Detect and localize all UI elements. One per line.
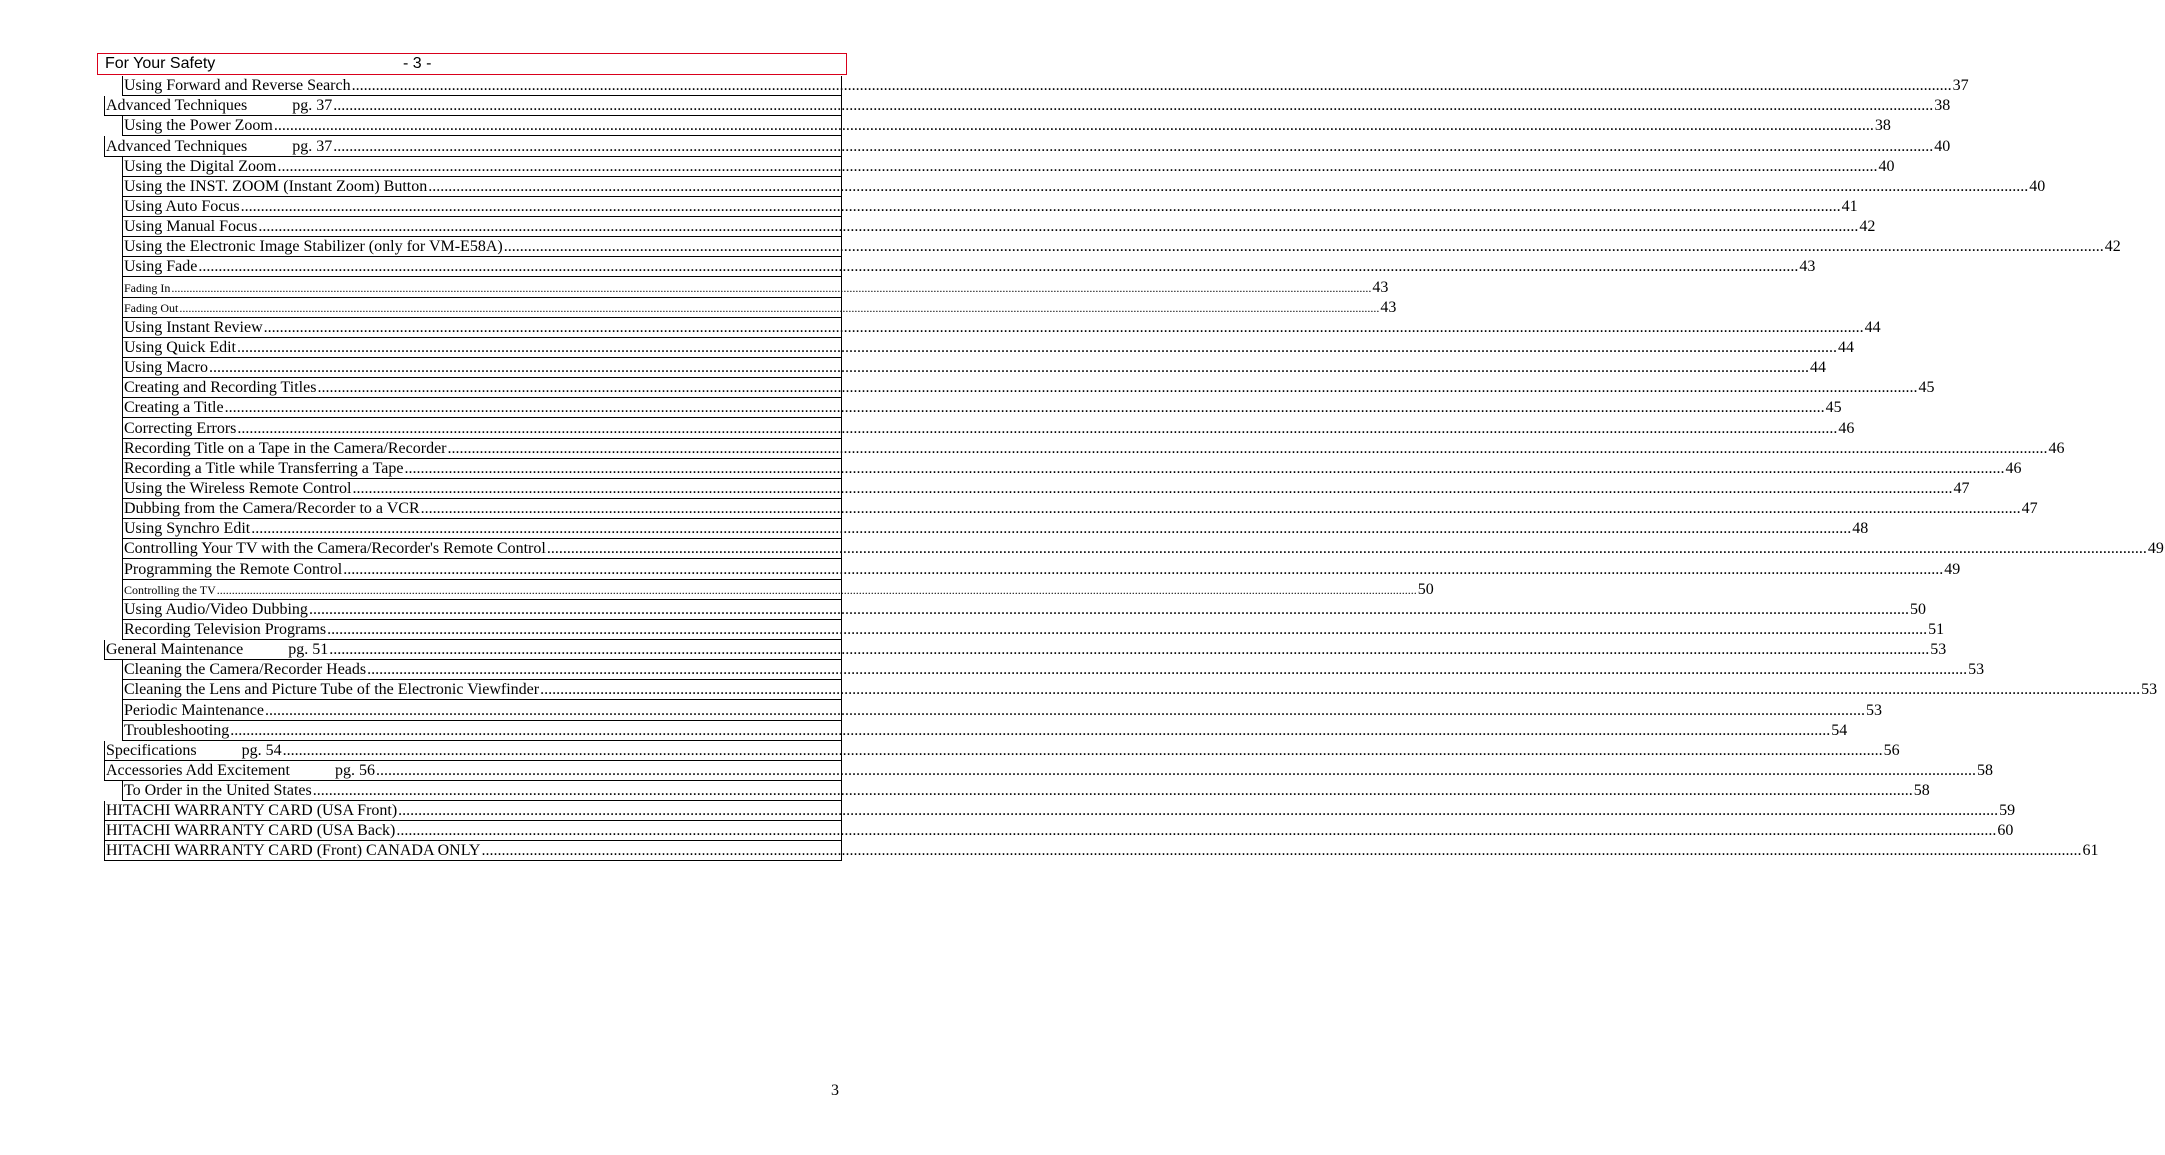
- toc-entry-section-ref: pg. 37: [292, 137, 333, 155]
- toc-dot-leader: ................................................................................................................................................................................................................................................................................................................................................................................................................: [277, 157, 1878, 175]
- toc-entry[interactable]: [122, 721, 1848, 741]
- toc-entry-title: Fading In: [124, 280, 171, 295]
- toc-entry-title: General Maintenance: [106, 641, 244, 659]
- toc-entry-title: Recording Television Programs: [124, 620, 327, 638]
- toc-entry[interactable]: [122, 479, 1970, 499]
- toc-entry[interactable]: [104, 821, 2014, 841]
- toc-entry[interactable]: [122, 237, 2121, 257]
- toc-entry-title: To Order in the United States: [124, 782, 312, 800]
- toc-entry[interactable]: [122, 680, 2158, 700]
- toc-entry-page: 60: [1997, 822, 2014, 840]
- toc-entry-title: Using Auto Focus: [124, 197, 240, 215]
- toc-entry-page: 45: [1918, 379, 1935, 397]
- toc-entry-title: HITACHI WARRANTY CARD (USA Front): [106, 802, 398, 820]
- toc-dot-leader: ................................................................................................................................................................................................................................................................................................................................................................................................................: [273, 117, 1874, 135]
- toc-entry-title: Advanced Techniques: [106, 137, 248, 155]
- toc-dot-leader: ................................................................................................................................................................................................................................................................................................................................................................................................................: [351, 77, 1952, 95]
- toc-entry[interactable]: [122, 459, 2022, 479]
- toc-entry-title: Programming the Remote Control: [124, 560, 343, 578]
- toc-dot-leader: ................................................................................................................................................................................................................................................................................................................................................................................................................: [503, 238, 2104, 256]
- toc-entry-title: Using the Wireless Remote Control: [124, 479, 352, 497]
- toc-entry-title: Creating a Title: [124, 399, 224, 417]
- toc-entry-page: 44: [1809, 359, 1826, 377]
- toc-entry-title: HITACHI WARRANTY CARD (Front) CANADA ONLY: [106, 842, 481, 860]
- toc-entry-page: 47: [2021, 500, 2038, 518]
- toc-entry-title: Cleaning the Lens and Picture Tube of the Electronic Viewfinder: [124, 681, 540, 699]
- toc-dot-leader: ................................................................................................................................................................................................................................................................................................................................................................................................................: [237, 419, 1838, 437]
- toc-entry-title: Fading Out: [124, 300, 179, 315]
- toc-entry-page: 53: [1865, 701, 1882, 719]
- toc-entry-title: Using Quick Edit: [124, 338, 236, 356]
- toc-entry-page: 46: [2048, 439, 2065, 457]
- toc-entry[interactable]: [122, 519, 1869, 539]
- toc-entry[interactable]: [122, 217, 1876, 237]
- toc-entry[interactable]: [122, 499, 2038, 519]
- toc-entry[interactable]: [122, 580, 1434, 600]
- toc-entry-page: 44: [1838, 338, 1854, 356]
- toc-entry[interactable]: [122, 700, 1882, 720]
- toc-entry-page: 40: [2029, 177, 2046, 195]
- toc-entry[interactable]: [104, 761, 1993, 781]
- toc-entry[interactable]: [104, 136, 1951, 156]
- toc-entry-title: Using the Digital Zoom: [124, 157, 277, 175]
- toc-dot-leader: ................................................................................................................................................................................................................................................................................................................................................................................................................: [237, 338, 1837, 356]
- toc-entry[interactable]: [122, 620, 1945, 640]
- toc-dot-leader: ................................................................................................................................................................................................................................................................................................................................................................................................................: [540, 681, 2141, 699]
- toc-entry-title: Recording a Title while Transferring a Tape: [124, 459, 404, 477]
- toc-entry-page: 41: [1841, 197, 1858, 215]
- toc-entry[interactable]: [122, 277, 1389, 297]
- toc-entry-section-ref: pg. 56: [334, 761, 375, 779]
- toc-dot-leader: ................................................................................................................................................................................................................................................................................................................................................................................................................: [481, 842, 2082, 860]
- toc-entry-title: Using Synchro Edit: [124, 520, 251, 538]
- toc-dot-leader: ................................................................................................................................................................................................................................................................................................................................................................................................................: [251, 520, 1852, 538]
- toc-entry[interactable]: [122, 418, 1855, 438]
- toc-entry[interactable]: [122, 76, 1969, 96]
- toc-entry-page: 37: [1952, 77, 1969, 95]
- toc-entry-title: Controlling the TV: [124, 582, 216, 597]
- toc-entry-title: HITACHI WARRANTY CARD (USA Back): [106, 822, 396, 840]
- toc-entry[interactable]: [104, 801, 2016, 821]
- toc-entry[interactable]: [122, 781, 1930, 801]
- toc-entry-title: Using Macro: [124, 359, 208, 377]
- toc-entry-title: Troubleshooting: [124, 721, 230, 739]
- toc-entry-page: 40: [1934, 137, 1951, 155]
- toc-entry-page: 53: [2141, 681, 2158, 699]
- toc-dot-leader: ................................................................................................................................................................................................................................................................................................................................................................................................................: [240, 197, 1841, 215]
- toc-entry[interactable]: [122, 358, 1826, 378]
- toc-dot-leader: ................................................................................................................................................................................................................................................................................................................................................................................................................: [264, 701, 1865, 719]
- toc-entry[interactable]: [104, 741, 1900, 761]
- toc-dot-leader: ................................................................................................................................................................................................................................................................................................................................................................................................................: [216, 582, 1417, 597]
- toc-dot-leader: ................................................................................................................................................................................................................................................................................................................................................................................................................: [179, 300, 1380, 315]
- toc-entry-page: 42: [2104, 238, 2121, 256]
- toc-entry[interactable]: [104, 640, 1947, 660]
- page-number: 3: [831, 1082, 839, 1099]
- toc-entry-title: Using the Power Zoom: [124, 117, 273, 135]
- toc-dot-leader: ................................................................................................................................................................................................................................................................................................................................................................................................................: [333, 137, 1934, 155]
- toc-dot-leader: ................................................................................................................................................................................................................................................................................................................................................................................................................: [329, 641, 1930, 659]
- toc-dot-leader: ................................................................................................................................................................................................................................................................................................................................................................................................................: [447, 439, 2048, 457]
- toc-dot-leader: ................................................................................................................................................................................................................................................................................................................................................................................................................: [428, 177, 2029, 195]
- toc-entry-page: 38: [1874, 117, 1891, 135]
- toc-entry-title: Recording Title on a Tape in the Camera/Recorder: [124, 439, 447, 457]
- toc-entry[interactable]: [122, 298, 1397, 318]
- toc-entry[interactable]: [122, 660, 1985, 680]
- toc-entry-title: Using Manual Focus: [124, 218, 258, 236]
- toc-entry[interactable]: [122, 600, 1926, 620]
- toc-entry-title: Using the Electronic Image Stabilizer (only for VM-E58A): [124, 238, 503, 256]
- toc-entry-page: 44: [1864, 318, 1881, 336]
- toc-dot-leader: ................................................................................................................................................................................................................................................................................................................................................................................................................: [208, 359, 1809, 377]
- toc-entry-page: 50: [1909, 600, 1926, 618]
- toc-entry-page: 45: [1825, 399, 1842, 417]
- toc-entry-page: 58: [1976, 761, 1993, 779]
- toc-dot-leader: ................................................................................................................................................................................................................................................................................................................................................................................................................: [308, 600, 1909, 618]
- toc-dot-leader: ................................................................................................................................................................................................................................................................................................................................................................................................................: [375, 761, 1976, 779]
- toc-entry-section-ref: pg. 54: [241, 741, 282, 759]
- table-of-contents: [104, 76, 2164, 861]
- toc-dot-leader: ................................................................................................................................................................................................................................................................................................................................................................................................................: [258, 218, 1859, 236]
- toc-entry-page: 40: [1878, 157, 1895, 175]
- toc-dot-leader: ................................................................................................................................................................................................................................................................................................................................................................................................................: [317, 379, 1918, 397]
- toc-entry-page: 53: [1968, 661, 1985, 679]
- toc-entry-page: 53: [1930, 641, 1947, 659]
- toc-entry[interactable]: [122, 318, 1881, 338]
- toc-entry[interactable]: [104, 841, 2099, 861]
- toc-dot-leader: ................................................................................................................................................................................................................................................................................................................................................................................................................: [398, 802, 1999, 820]
- toc-entry-page: 42: [1859, 218, 1876, 236]
- toc-entry[interactable]: [122, 116, 1891, 136]
- toc-entry[interactable]: [122, 559, 1961, 579]
- toc-entry[interactable]: [122, 157, 1895, 177]
- toc-entry-page: 46: [1838, 419, 1855, 437]
- toc-dot-leader: ................................................................................................................................................................................................................................................................................................................................................................................................................: [333, 97, 1934, 115]
- toc-dot-leader: ................................................................................................................................................................................................................................................................................................................................................................................................................: [171, 280, 1372, 295]
- toc-entry-title: Using Forward and Reverse Search: [124, 77, 351, 95]
- toc-dot-leader: ................................................................................................................................................................................................................................................................................................................................................................................................................: [224, 399, 1825, 417]
- toc-dot-leader: ................................................................................................................................................................................................................................................................................................................................................................................................................: [546, 540, 2147, 558]
- toc-entry[interactable]: [122, 398, 1842, 418]
- toc-dot-leader: ................................................................................................................................................................................................................................................................................................................................................................................................................: [327, 620, 1928, 638]
- toc-entry-page: 54: [1831, 721, 1848, 739]
- toc-entry[interactable]: [122, 539, 2164, 559]
- toc-entry[interactable]: [122, 257, 1816, 277]
- toc-entry-page: 48: [1852, 520, 1869, 538]
- toc-entry-page: 50: [1417, 580, 1434, 598]
- toc-entry-page: 56: [1883, 741, 1900, 759]
- toc-entry-page: 47: [1953, 479, 1970, 497]
- toc-entry[interactable]: [122, 197, 1858, 217]
- toc-dot-leader: ................................................................................................................................................................................................................................................................................................................................................................................................................: [367, 661, 1968, 679]
- toc-entry-title: Accessories Add Excitement: [106, 761, 290, 779]
- toc-entry-page: 59: [1999, 802, 2016, 820]
- toc-entry-page: 49: [1944, 560, 1961, 578]
- toc-dot-leader: ................................................................................................................................................................................................................................................................................................................................................................................................................: [198, 258, 1799, 276]
- toc-dot-leader: ................................................................................................................................................................................................................................................................................................................................................................................................................: [282, 741, 1883, 759]
- toc-entry-page: 51: [1928, 620, 1945, 638]
- toc-entry[interactable]: [122, 177, 2046, 197]
- toc-entry-title: Creating and Recording Titles: [124, 379, 317, 397]
- toc-dot-leader: ................................................................................................................................................................................................................................................................................................................................................................................................................: [230, 721, 1831, 739]
- toc-entry[interactable]: [122, 338, 1854, 358]
- toc-entry-title: Using Instant Review: [124, 318, 263, 336]
- toc-dot-leader: ................................................................................................................................................................................................................................................................................................................................................................................................................: [420, 500, 2021, 518]
- toc-entry-title: Specifications: [106, 741, 197, 759]
- toc-entry-page: 61: [2082, 842, 2099, 860]
- toc-entry-title: Correcting Errors: [124, 419, 237, 437]
- toc-entry-page: 49: [2147, 540, 2164, 558]
- toc-entry-title: Advanced Techniques: [106, 97, 248, 115]
- toc-entry-page: 58: [1913, 782, 1930, 800]
- toc-entry-section-ref: pg. 51: [288, 641, 329, 659]
- toc-entry[interactable]: [104, 96, 1951, 116]
- header-section-title: For Your Safety: [105, 55, 216, 72]
- toc-dot-leader: ................................................................................................................................................................................................................................................................................................................................................................................................................: [396, 822, 1997, 840]
- toc-entry-title: Using the INST. ZOOM (Instant Zoom) Button: [124, 177, 428, 195]
- toc-dot-leader: ................................................................................................................................................................................................................................................................................................................................................................................................................: [404, 459, 2005, 477]
- toc-dot-leader: ................................................................................................................................................................................................................................................................................................................................................................................................................: [343, 560, 1944, 578]
- toc-entry-page: 46: [2005, 459, 2022, 477]
- toc-entry[interactable]: [122, 439, 2065, 459]
- toc-entry-title: Using Fade: [124, 258, 198, 276]
- toc-dot-leader: ................................................................................................................................................................................................................................................................................................................................................................................................................: [352, 479, 1953, 497]
- running-header: [97, 53, 847, 75]
- toc-entry[interactable]: [122, 378, 1935, 398]
- toc-entry-title: Dubbing from the Camera/Recorder to a VCR: [124, 500, 420, 518]
- toc-entry-section-ref: pg. 37: [292, 97, 333, 115]
- header-page-label: - 3 -: [403, 55, 432, 72]
- toc-entry-page: 43: [1372, 278, 1389, 296]
- toc-entry-title: Periodic Maintenance: [124, 701, 264, 719]
- toc-entry-title: Controlling Your TV with the Camera/Recorder's Remote Control: [124, 540, 546, 558]
- toc-entry-page: 43: [1380, 298, 1397, 316]
- toc-entry-page: 43: [1799, 258, 1816, 276]
- toc-dot-leader: ................................................................................................................................................................................................................................................................................................................................................................................................................: [312, 782, 1913, 800]
- toc-entry-page: 38: [1934, 97, 1951, 115]
- toc-entry-title: Cleaning the Camera/Recorder Heads: [124, 661, 367, 679]
- toc-dot-leader: ................................................................................................................................................................................................................................................................................................................................................................................................................: [263, 318, 1864, 336]
- toc-entry-title: Using Audio/Video Dubbing: [124, 600, 308, 618]
